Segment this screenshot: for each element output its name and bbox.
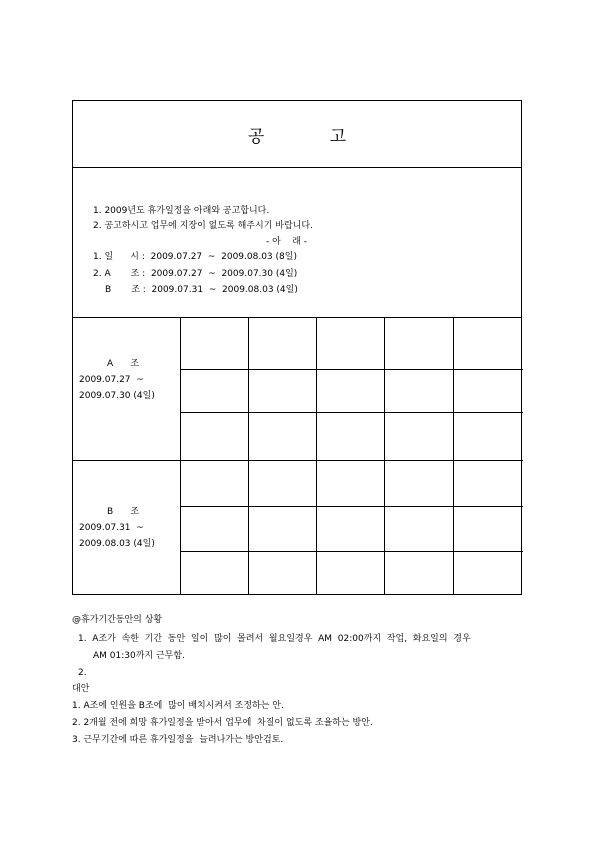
group-a-end: 2009.07.30 (4일) (79, 391, 155, 401)
group-b-start: 2009.07.31 ~ (79, 523, 144, 533)
schedule-cell (181, 413, 249, 461)
notice-line-1: 1. 2009년도 휴가일정을 아래와 공고합니다. (93, 206, 270, 216)
schedule-cell (454, 507, 523, 552)
footer-item-1: 1. A조가 속한 기간 동안 일이 많이 몰려서 월요일경우 AM 02:00까지 작업, 화요일의 경우 (78, 634, 471, 644)
schedule-cell (317, 552, 385, 595)
footer-alt-heading: 대안 (72, 684, 90, 694)
schedule-cell (454, 370, 523, 413)
schedule-cell (317, 507, 385, 552)
group-a-name: A 조 (107, 359, 140, 369)
schedule-cell (181, 507, 249, 552)
schedule-cell (385, 370, 454, 413)
footer-item-2: 2. (78, 668, 87, 678)
schedule-cell (385, 552, 454, 595)
group-b-name: B 조 (107, 507, 140, 517)
schedule-cell (317, 318, 385, 370)
schedule-cell (249, 461, 317, 507)
notice-body (73, 168, 521, 318)
schedule-cell (317, 461, 385, 507)
notice-line-5: B 조 : 2009.07.31 ~ 2009.08.03 (4일) (105, 285, 298, 295)
schedule-grid (73, 318, 521, 595)
schedule-cell (249, 552, 317, 595)
footer-heading: @휴가기간동안의 상황 (72, 615, 163, 625)
notice-line-2: 2. 공고하시고 업무에 지장이 없도록 해주시기 바랍니다. (93, 221, 313, 231)
schedule-cell (385, 461, 454, 507)
group-a-start: 2009.07.27 ~ (79, 375, 144, 385)
schedule-cell (249, 370, 317, 413)
schedule-cell (181, 552, 249, 595)
schedule-cell (249, 507, 317, 552)
group-b-label (73, 461, 181, 595)
title-row (73, 101, 521, 168)
notice-line-3: 1. 일 시 : 2009.07.27 ~ 2009.08.03 (8일) (93, 252, 297, 262)
group-b-end: 2009.08.03 (4일) (79, 539, 155, 549)
schedule-cell (454, 413, 523, 461)
schedule-cell (181, 461, 249, 507)
schedule-cell (181, 370, 249, 413)
schedule-cell (385, 413, 454, 461)
footer-alt-3: 3. 근무기간에 따른 휴가일정을 늘려나가는 방안검토. (72, 735, 284, 745)
notice-frame (72, 100, 522, 595)
group-a-label (73, 318, 181, 461)
schedule-cell (249, 318, 317, 370)
schedule-cell (249, 413, 317, 461)
footer-alt-2: 2. 2개월 전에 희망 휴가일정을 받아서 업무에 차질이 없도록 조율하는 방안. (72, 718, 373, 728)
footer-alt-1: 1. A조에 인원을 B조에 많이 배치시켜서 조정하는 안. (72, 701, 284, 711)
schedule-cell (181, 318, 249, 370)
schedule-cell (385, 318, 454, 370)
schedule-cell (317, 370, 385, 413)
notice-title: 공 고 (247, 126, 377, 147)
schedule-cell (454, 552, 523, 595)
schedule-cell (385, 507, 454, 552)
schedule-cell (454, 318, 523, 370)
schedule-cell (317, 413, 385, 461)
notice-line-4: 2. A 조 : 2009.07.27 ~ 2009.07.30 (4일) (93, 269, 298, 279)
schedule-cell (454, 461, 523, 507)
footer-item-1-cont: AM 01:30까지 근무함. (93, 651, 185, 661)
notice-line-header: - 아 래 - (266, 237, 308, 247)
